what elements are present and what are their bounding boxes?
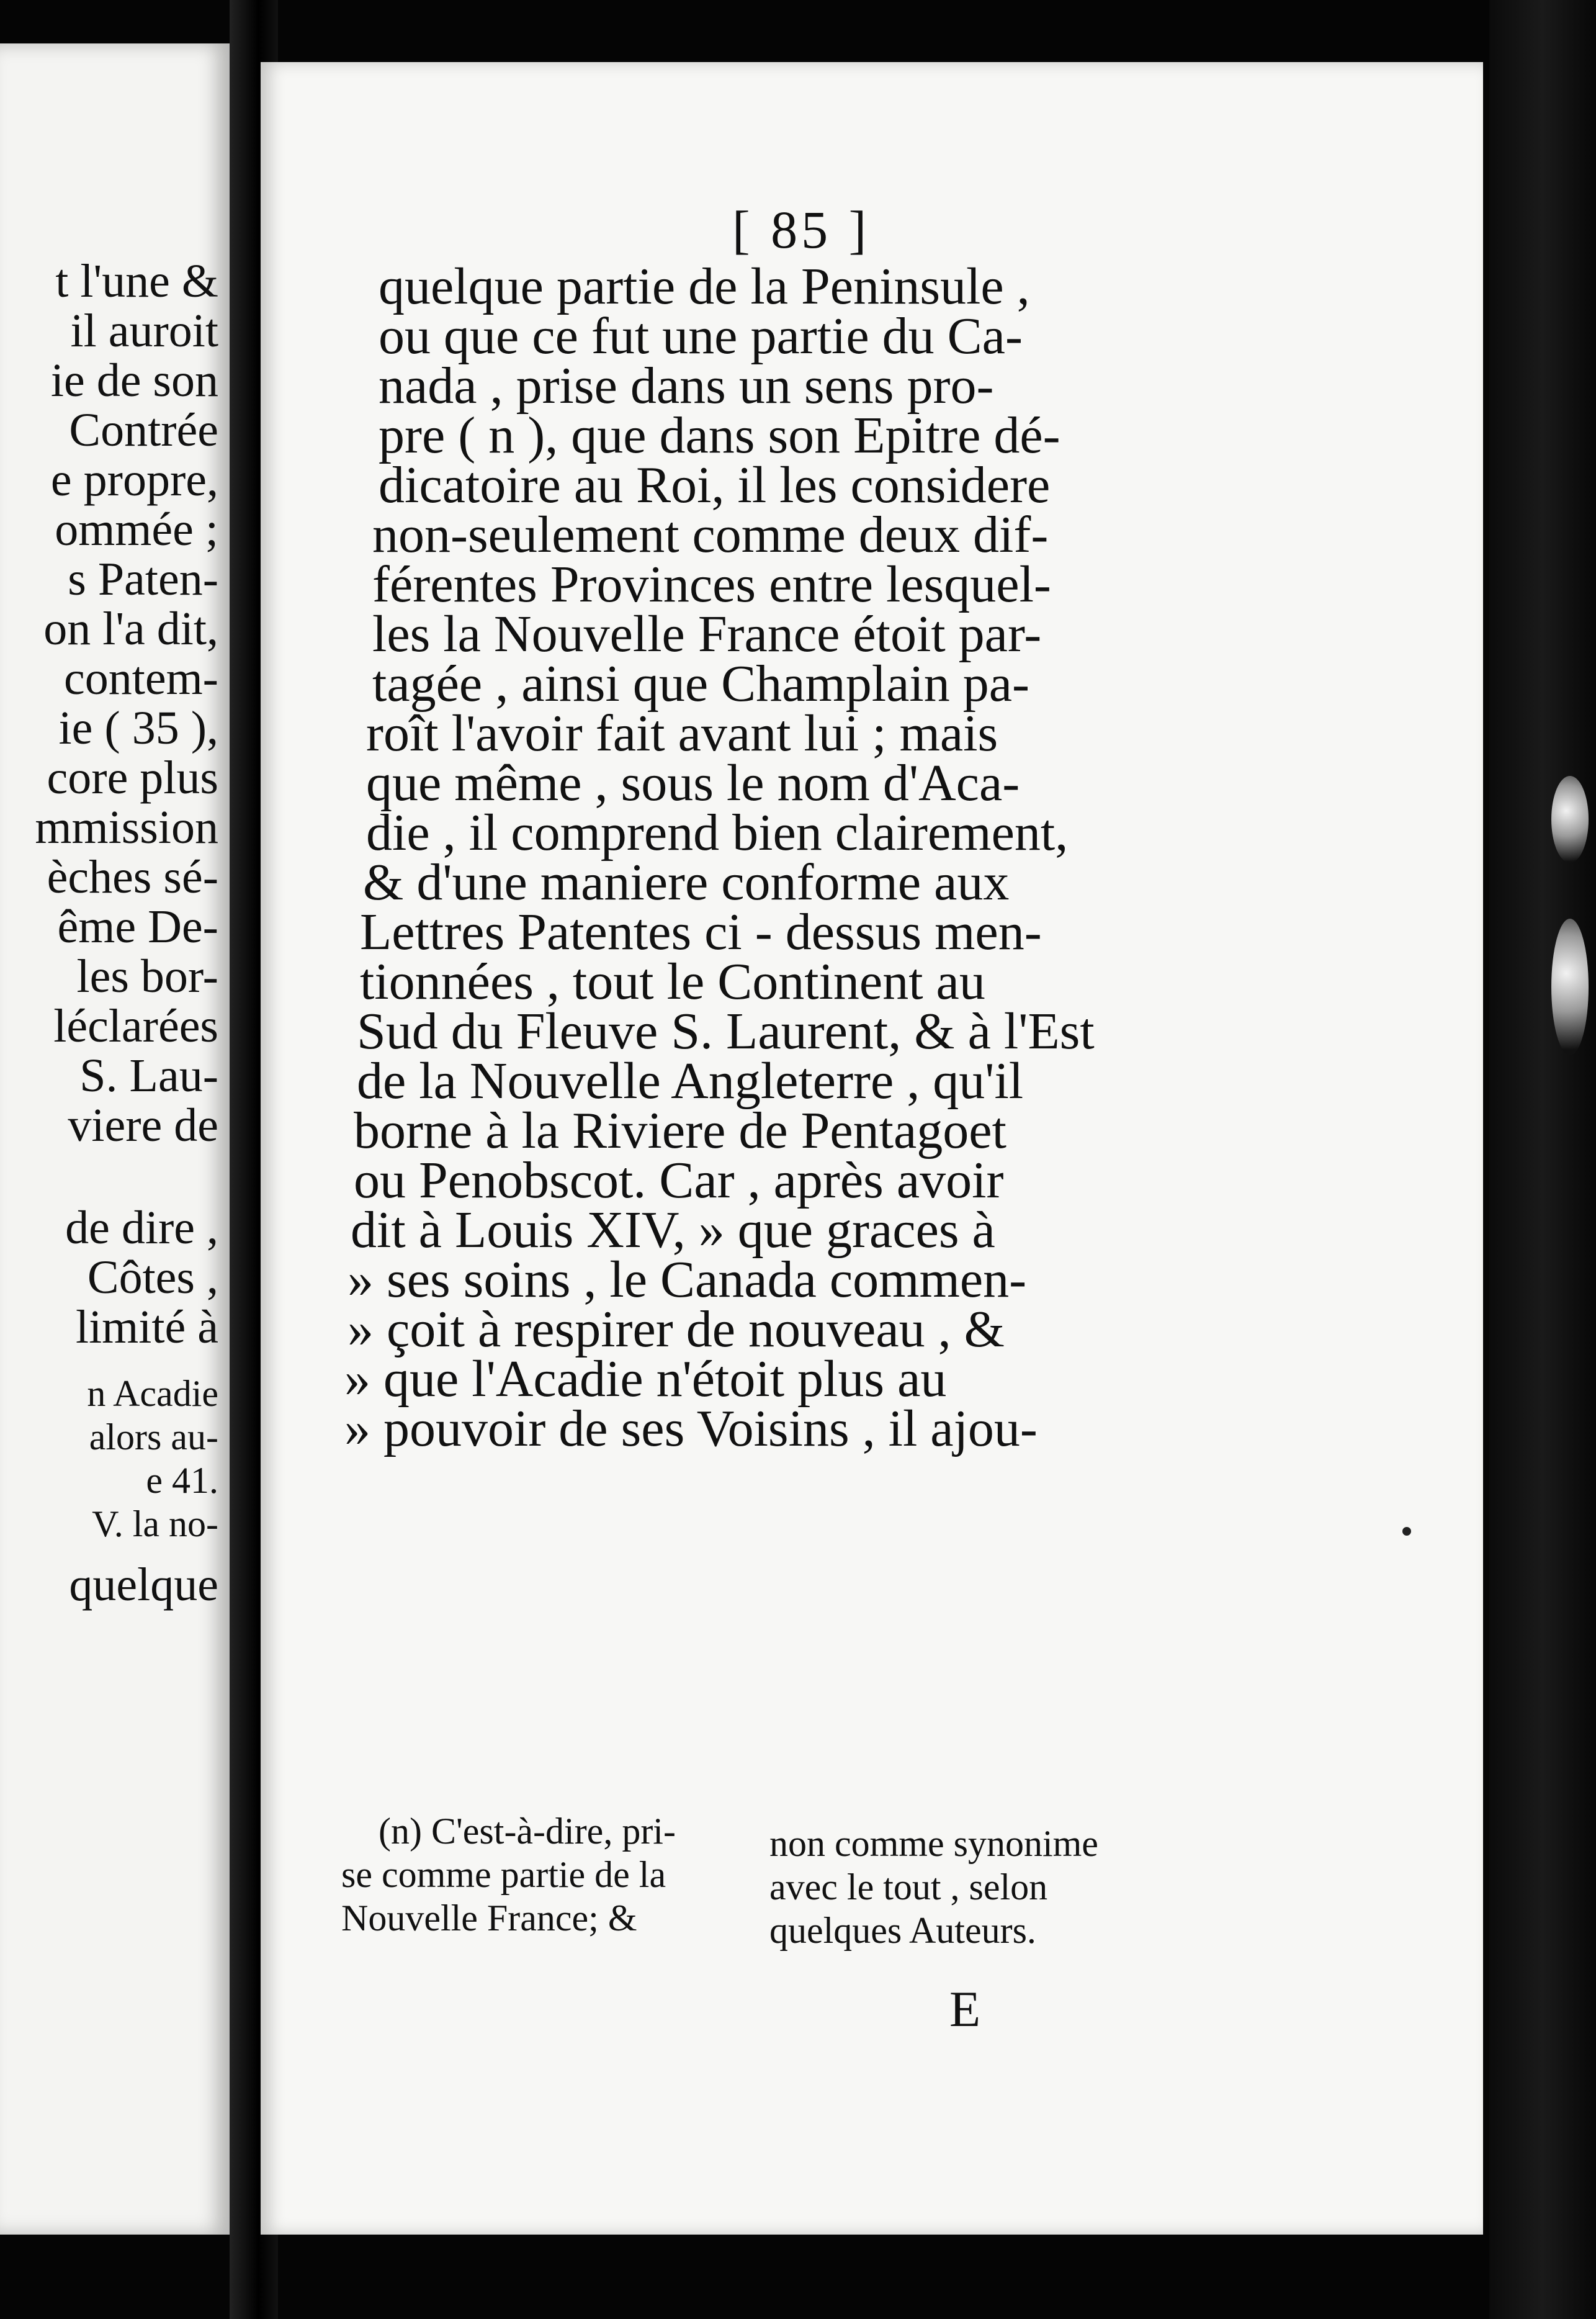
left-footnote-line: e 41. xyxy=(146,1460,218,1501)
left-text-line: e propre, xyxy=(50,454,218,506)
left-text-line: Contrée xyxy=(69,404,218,456)
left-text-line: core plus xyxy=(47,752,218,804)
left-text-line: s Paten- xyxy=(68,553,218,605)
body-text-line: ou Penobscot. Car , après avoir xyxy=(354,1151,1004,1209)
body-text-line: » que l'Acadie n'étoit plus au xyxy=(344,1350,947,1408)
body-text-line: que même , sous le nom d'Aca- xyxy=(366,754,1020,812)
left-page xyxy=(0,43,230,2235)
left-text-line: èches sé- xyxy=(47,851,218,903)
left-text-line: ommée ; xyxy=(55,503,218,556)
left-text-line: ie de son xyxy=(50,354,218,407)
signature-mark: E xyxy=(949,1981,981,2037)
body-text-line: ou que ce fut une partie du Ca- xyxy=(379,307,1023,365)
left-footnote-line: V. la no- xyxy=(92,1503,218,1544)
left-text-line: S. Lau- xyxy=(79,1050,218,1102)
footnote-line: (n) C'est-à-dire, pri- xyxy=(379,1811,676,1852)
body-text-line: les la Nouvelle France étoit par- xyxy=(372,605,1042,663)
body-text-line: tagée , ainsi que Champlain pa- xyxy=(372,655,1029,713)
body-text-line: quelque partie de la Peninsule , xyxy=(379,258,1030,315)
footnote-line: se comme partie de la xyxy=(341,1854,666,1895)
left-text-line: contem- xyxy=(63,652,218,705)
left-text-line: léclarées xyxy=(53,1000,218,1052)
ink-speck xyxy=(1402,1527,1411,1536)
left-text-line: viere de xyxy=(68,1099,218,1151)
body-text-line: pre ( n ), que dans son Epitre dé- xyxy=(379,407,1060,464)
body-text-line: » çoit à respirer de nouveau , & xyxy=(347,1300,1005,1358)
body-text-line: & d'une maniere conforme aux xyxy=(363,853,1010,911)
left-text-line: mmission xyxy=(35,801,218,853)
page-number: [ 85 ] xyxy=(732,200,871,259)
left-text-line: Côtes , xyxy=(87,1251,218,1304)
body-text-line: borne à la Riviere de Pentagoet xyxy=(354,1102,1006,1160)
left-text-line: il auroit xyxy=(70,305,218,357)
body-text-line: die , il comprend bien clairement, xyxy=(366,804,1069,862)
left-text-line: on l'a dit, xyxy=(43,603,218,655)
footnote-line: Nouvelle France; & xyxy=(341,1898,637,1939)
left-footnote-line: n Acadie xyxy=(87,1373,218,1414)
left-text-line: limité à xyxy=(75,1301,218,1353)
page-edge-mark xyxy=(1551,776,1589,863)
body-text-line: » pouvoir de ses Voisins , il ajou- xyxy=(344,1400,1038,1457)
body-text-line: dicatoire au Roi, il les considere xyxy=(379,456,1051,514)
body-text-line: férentes Provinces entre lesquel- xyxy=(372,556,1051,613)
body-text-line: roît l'avoir fait avant lui ; mais xyxy=(366,705,998,762)
body-text-line: dit à Louis XIV, » que graces à xyxy=(351,1201,995,1259)
left-text-line: de dire , xyxy=(65,1202,218,1254)
left-text-line: t l'une & xyxy=(55,255,218,307)
left-footnote-line: alors au- xyxy=(89,1416,218,1457)
left-text-line: ie ( 35 ), xyxy=(58,702,218,754)
page-edge-mark xyxy=(1551,919,1589,1055)
left-text-line: les bor- xyxy=(76,950,218,1002)
body-text-line: » ses soins , le Canada commen- xyxy=(347,1251,1027,1308)
body-text-line: non-seulement comme deux dif- xyxy=(372,506,1049,564)
body-text-line: tionnées , tout le Continent au xyxy=(360,953,985,1011)
right-page xyxy=(261,62,1483,2235)
footnote-line: non comme synonime xyxy=(769,1823,1098,1864)
body-text-line: Sud du Fleuve S. Laurent, & à l'Est xyxy=(357,1002,1095,1060)
body-text-line: de la Nouvelle Angleterre , qu'il xyxy=(357,1052,1024,1110)
body-text-line: Lettres Patentes ci - dessus men- xyxy=(360,903,1042,961)
body-text-line: nada , prise dans un sens pro- xyxy=(379,357,994,415)
left-text-line: quelque xyxy=(69,1559,218,1611)
footnote-line: avec le tout , selon xyxy=(769,1866,1048,1907)
left-text-line: ême De- xyxy=(57,901,218,953)
book-edge xyxy=(1489,0,1596,2319)
footnote-line: quelques Auteurs. xyxy=(769,1910,1036,1951)
